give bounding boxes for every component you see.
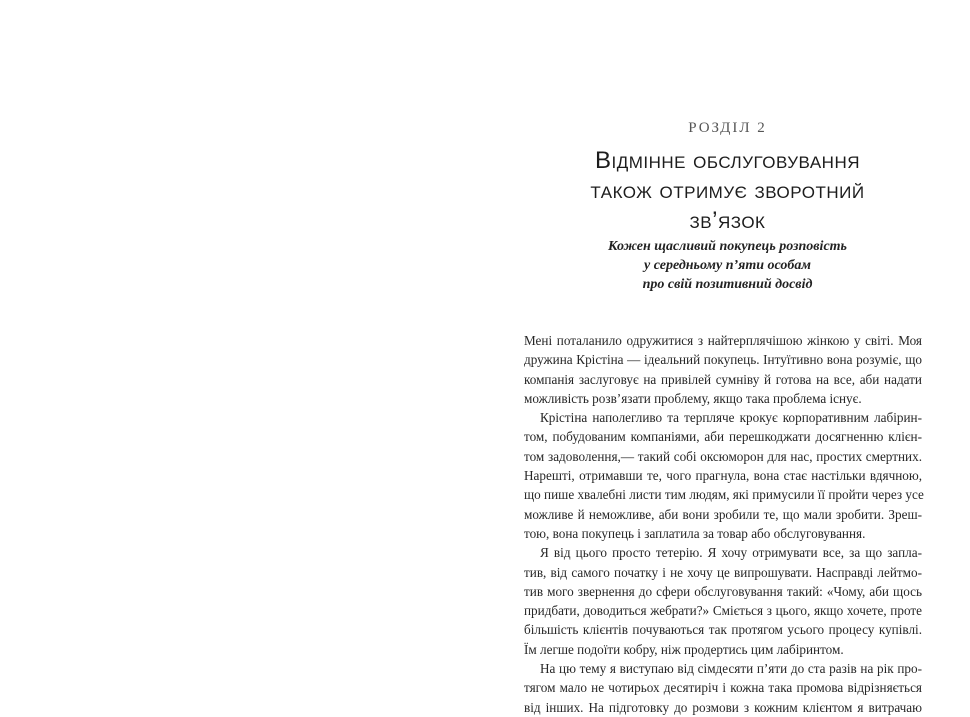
chapter-label: РОЗДІЛ 2 [688,120,767,136]
epigraph-line: Кожен щасливий покупець розповість [608,239,847,254]
epigraph [485,237,970,294]
chapter-title [485,146,970,236]
body-line: можливе й неможливе, аби вони зробили те, що мали зробити. Зреш- [524,506,922,522]
body-line: тягом мало не чотирьох десятиріч і кожна така промова відрізняється [524,680,922,696]
body-line: Їм легше подоїти кобру, ніж продертись цим лабіринтом. [524,641,844,657]
body-text [524,331,922,717]
epigraph-line: про свій позитивний досвід [642,277,813,292]
body-line: компанія заслуговує на привілей сумніву й готова на все, аби надати [524,371,922,387]
body-line: дружина Крістіна — ідеальний покупець. Інтуїтивно вона розуміє, що [524,352,922,368]
body-line: тою, вона покупець і заплатила за товар або обслуговування. [524,525,866,541]
left-page-blank [0,0,485,691]
chapter-title-line: Відмінне обслуговування [594,147,861,174]
body-line: більшість клієнтів почуваються так протягом усього процесу купівлі. [524,622,922,638]
body-line: том задоволення,— такий собі оксюморон для нас, простих смертних. [524,448,922,464]
body-line: Мені поталанило одружитися з найтерплячішою жінкою у світі. Моя [524,333,922,348]
body-line: тив, від самого початку і не хочу це випрошувати. Насправді лейтмо- [524,564,922,580]
body-line: можливість розв’язати проблему, якщо така проблема існує. [524,390,862,406]
chapter-title-line: зв’язок [689,207,766,234]
body-line: Крістіна наполегливо та терпляче крокує корпоративним лабірин- [540,410,922,426]
body-line: що пише хвалебні листи тим людям, які примусили її пройти через усе [524,487,924,503]
right-page [485,0,970,715]
epigraph-line: у середньому п’яти особам [644,258,811,273]
body-line: від інших. На підготовку до розмови з кожним клієнтом я витрачаю [524,699,922,715]
body-line: Я від цього просто тетерію. Я хочу отримувати все, за що запла- [540,545,922,561]
body-line: Нарешті, отримавши те, чого прагнула, вона стає настільки вдячною, [524,468,922,484]
body-line: том, побудованим компаніями, аби перешкоджати досягненню клієн- [524,429,922,445]
body-line: На цю тему я виступаю від сімдесяти п’яти до ста разів на рік про- [540,661,922,677]
body-line: тив мого звернення до сфери обслуговування такий: «Чому, аби щось [524,583,922,599]
body-line: придбати, доводиться жебрати?» Сміється з цього, якщо хочете, проте [524,603,922,619]
chapter-title-line: також отримує зворотний [590,177,865,204]
